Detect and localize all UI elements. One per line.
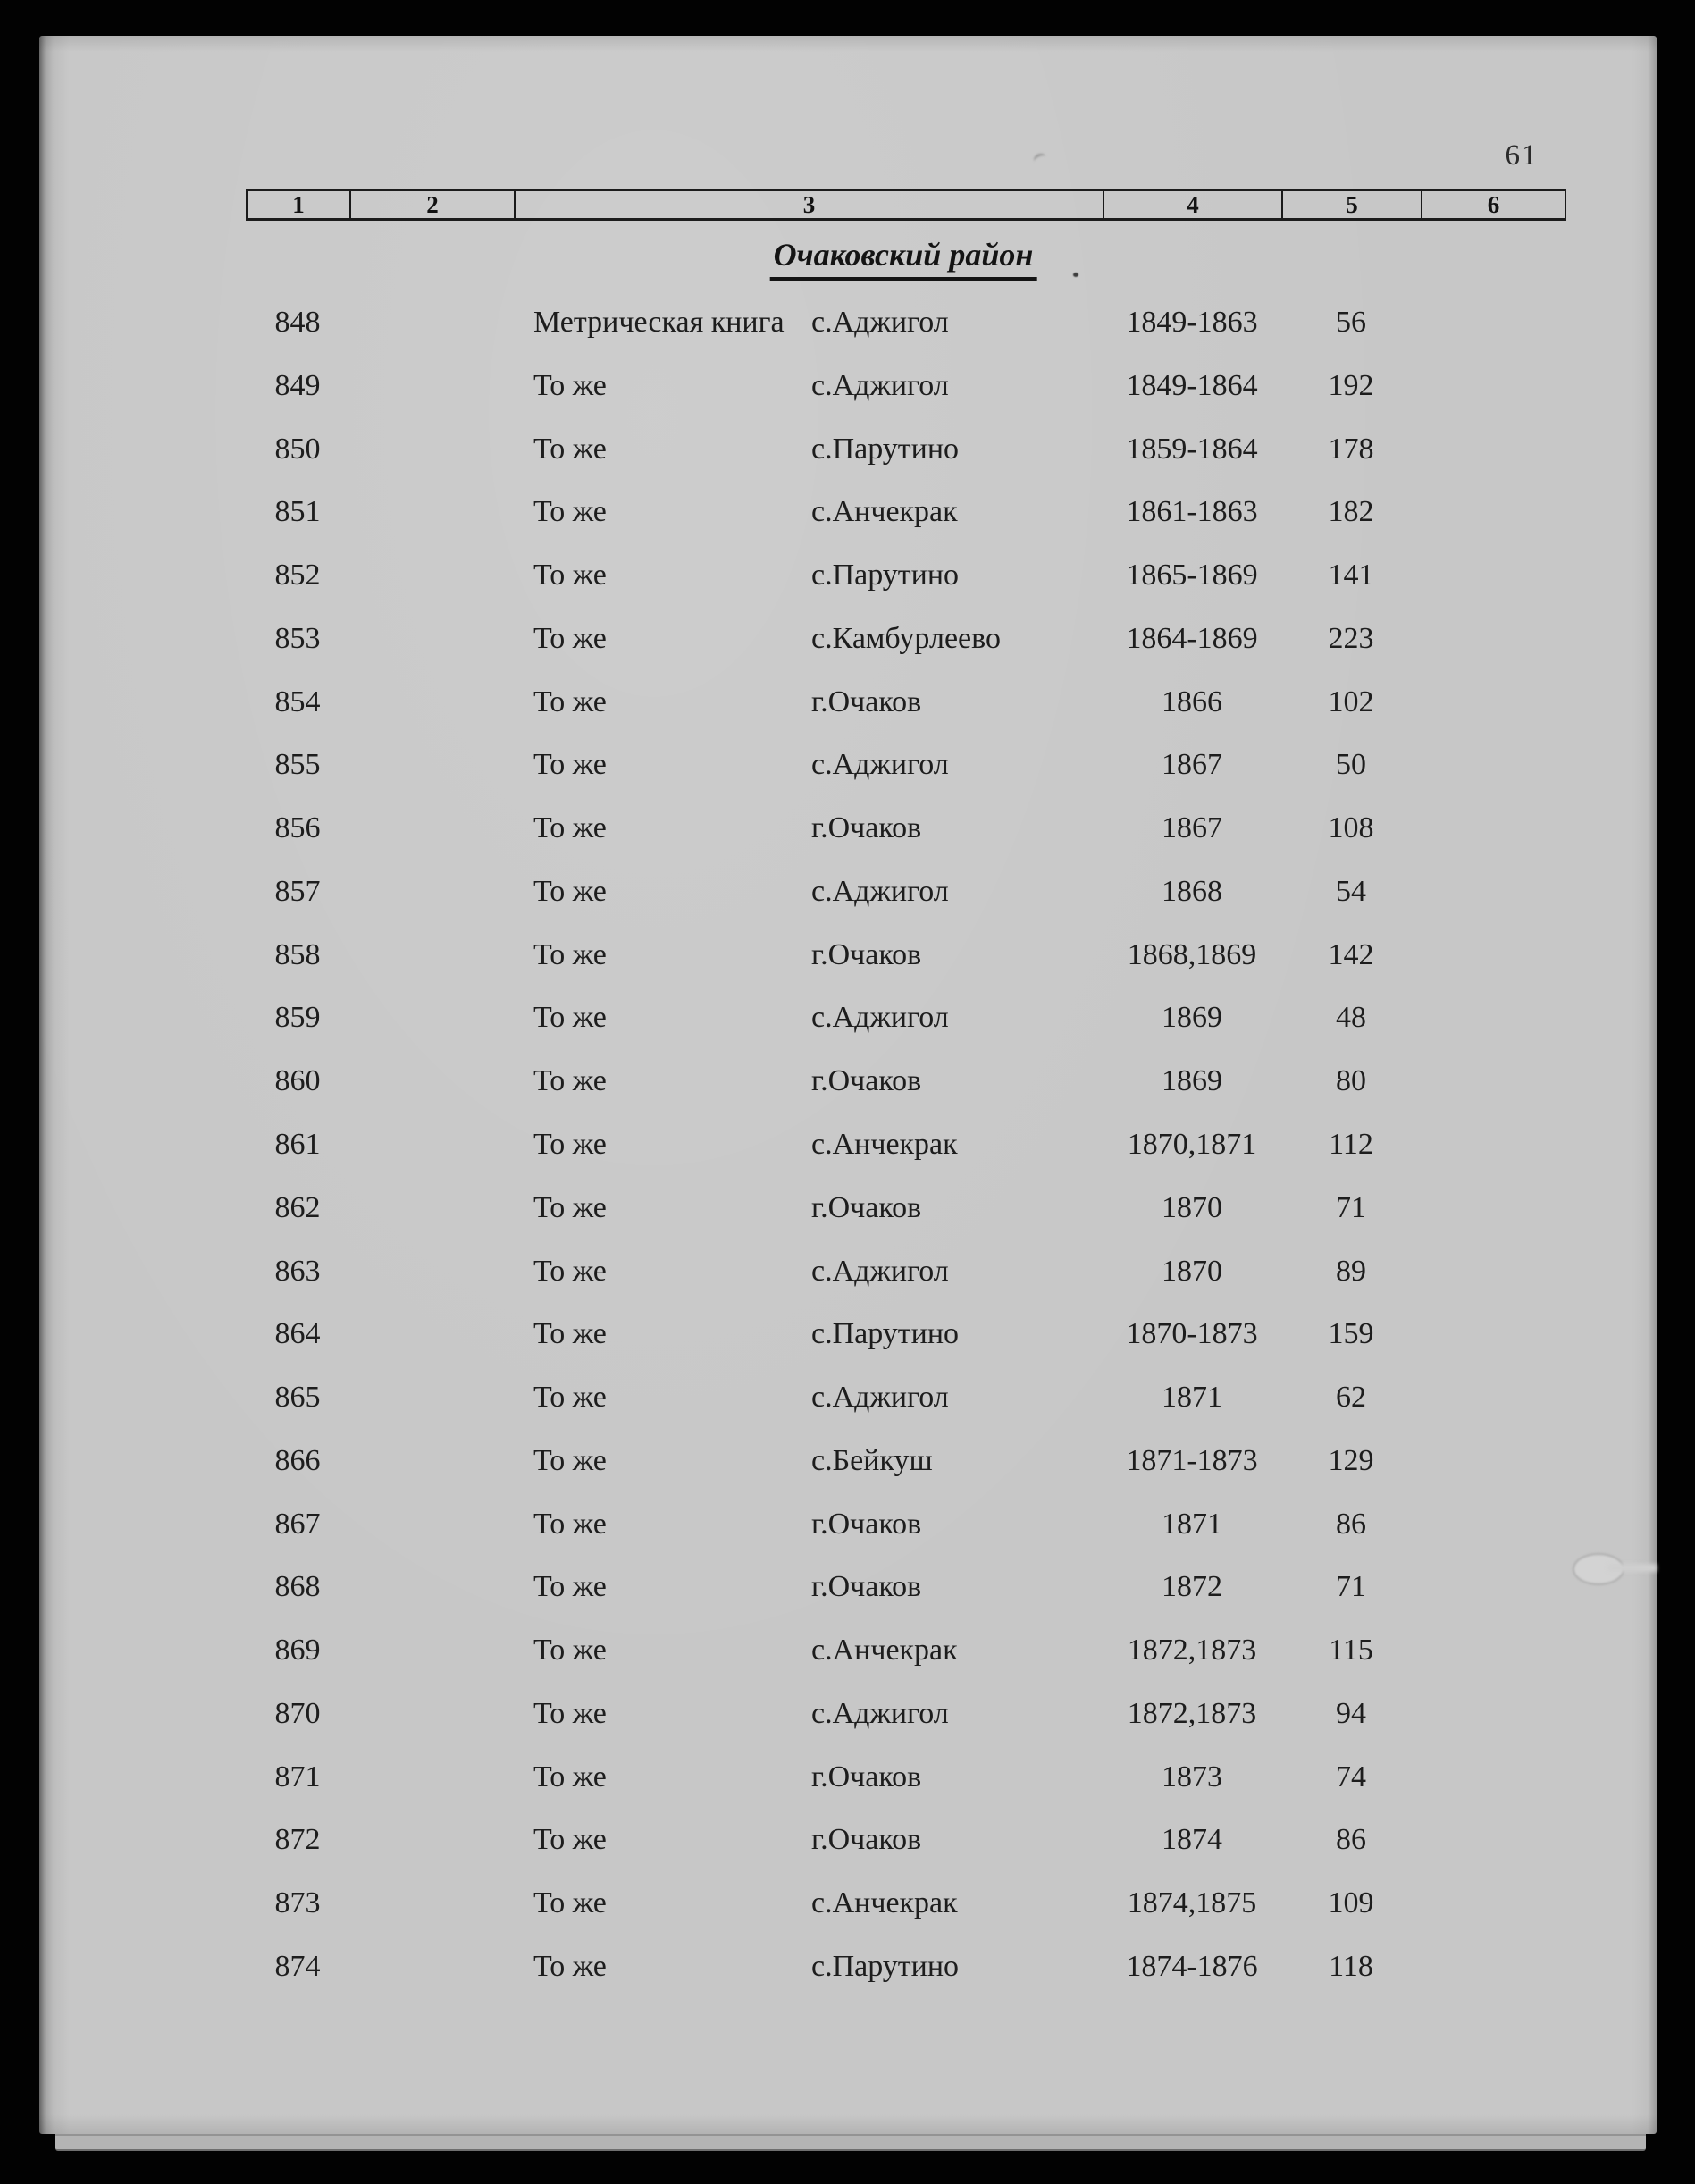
- description-cell: То же: [533, 1191, 607, 1224]
- place-cell: с.Аджигол: [811, 369, 949, 402]
- place-cell: г.Очаков: [811, 1823, 922, 1856]
- place-cell: с.Парутино: [811, 1317, 960, 1350]
- place-cell: г.Очаков: [811, 685, 922, 718]
- pages-cell: 129: [1328, 1444, 1374, 1477]
- table-row: [0, 937, 1695, 980]
- place-cell: г.Очаков: [811, 1570, 922, 1603]
- years-cell: 1867: [1162, 811, 1222, 844]
- years-cell: 1869: [1162, 1064, 1222, 1097]
- place-cell: с.Аджигол: [811, 748, 949, 781]
- years-cell: 1864-1869: [1126, 622, 1258, 655]
- years-cell: 1872,1873: [1127, 1634, 1257, 1667]
- table-row: [0, 685, 1695, 727]
- description-cell: То же: [533, 495, 607, 528]
- header-cell-5: 5: [1281, 191, 1421, 218]
- years-cell: 1871: [1162, 1381, 1222, 1414]
- row-number-cell: 861: [274, 1128, 321, 1161]
- table-row: [0, 811, 1695, 853]
- table-row: [0, 1949, 1695, 1992]
- pages-cell: 71: [1336, 1191, 1366, 1224]
- place-cell: с.Камбурлеево: [811, 622, 1001, 655]
- table-row: [0, 1507, 1695, 1550]
- pages-cell: 142: [1328, 938, 1374, 971]
- pages-cell: 102: [1328, 685, 1374, 718]
- table-row: [0, 305, 1695, 348]
- table-row: [0, 1190, 1695, 1233]
- row-number-cell: 874: [274, 1950, 321, 1983]
- description-cell: То же: [533, 685, 607, 718]
- table-row: [0, 747, 1695, 790]
- row-number-cell: 862: [274, 1191, 321, 1224]
- pages-cell: 108: [1328, 811, 1374, 844]
- description-cell: То же: [533, 1886, 607, 1919]
- pages-cell: 141: [1328, 559, 1374, 592]
- place-cell: с.Анчекрак: [811, 1128, 958, 1161]
- years-cell: 1870,1871: [1127, 1128, 1257, 1161]
- pages-cell: 94: [1336, 1697, 1366, 1730]
- years-cell: 1866: [1162, 685, 1222, 718]
- row-number-cell: 860: [274, 1064, 321, 1097]
- place-cell: г.Очаков: [811, 1191, 922, 1224]
- description-cell: То же: [533, 369, 607, 402]
- description-cell: То же: [533, 622, 607, 655]
- table-row: [0, 368, 1695, 411]
- row-number-cell: 850: [274, 433, 321, 466]
- table-row: [0, 1886, 1695, 1928]
- pages-cell: 56: [1336, 306, 1366, 339]
- years-cell: 1867: [1162, 748, 1222, 781]
- page-number: 61: [1505, 139, 1539, 172]
- pages-cell: 115: [1329, 1634, 1373, 1667]
- pages-cell: 112: [1329, 1128, 1373, 1161]
- pages-cell: 71: [1336, 1570, 1366, 1603]
- row-number-cell: 872: [274, 1823, 321, 1856]
- row-number-cell: 858: [274, 938, 321, 971]
- description-cell: Метрическая книга: [533, 306, 785, 339]
- years-cell: 1874: [1162, 1823, 1222, 1856]
- table-row: [0, 1633, 1695, 1676]
- ink-dot-artifact: [1073, 273, 1078, 277]
- place-cell: с.Аджигол: [811, 1255, 949, 1288]
- table-header: [246, 189, 1566, 221]
- row-number-cell: 855: [274, 748, 321, 781]
- place-cell: с.Парутино: [811, 559, 960, 592]
- years-cell: 1870-1873: [1126, 1317, 1258, 1350]
- row-number-cell: 853: [274, 622, 321, 655]
- table-row: [0, 1000, 1695, 1043]
- header-cell-1: 1: [246, 191, 349, 218]
- description-cell: То же: [533, 1697, 607, 1730]
- pages-cell: 50: [1336, 748, 1366, 781]
- table-row: [0, 1316, 1695, 1359]
- pages-cell: 54: [1336, 875, 1366, 908]
- pages-cell: 192: [1328, 369, 1374, 402]
- description-cell: То же: [533, 1255, 607, 1288]
- pages-cell: 182: [1328, 495, 1374, 528]
- row-number-cell: 868: [274, 1570, 321, 1603]
- place-cell: с.Анчекрак: [811, 1634, 958, 1667]
- table-row: [0, 1380, 1695, 1423]
- table-row: [0, 621, 1695, 664]
- pages-cell: 62: [1336, 1381, 1366, 1414]
- header-cell-6: 6: [1421, 191, 1566, 218]
- row-number-cell: 856: [274, 811, 321, 844]
- table-row: [0, 1443, 1695, 1486]
- place-cell: с.Бейкуш: [811, 1444, 933, 1477]
- pages-cell: 178: [1328, 433, 1374, 466]
- description-cell: То же: [533, 1444, 607, 1477]
- place-cell: г.Очаков: [811, 1508, 922, 1541]
- description-cell: То же: [533, 433, 607, 466]
- place-cell: с.Анчекрак: [811, 1886, 958, 1919]
- row-number-cell: 870: [274, 1697, 321, 1730]
- place-cell: с.Анчекрак: [811, 495, 958, 528]
- table-row: [0, 1760, 1695, 1802]
- row-number-cell: 869: [274, 1634, 321, 1667]
- row-number-cell: 851: [274, 495, 321, 528]
- table-row: [0, 432, 1695, 475]
- section-title: Очаковский район: [770, 236, 1037, 281]
- description-cell: То же: [533, 1317, 607, 1350]
- years-cell: 1849-1863: [1126, 306, 1258, 339]
- pages-cell: 118: [1329, 1950, 1373, 1983]
- table-row: [0, 1127, 1695, 1170]
- row-number-cell: 852: [274, 559, 321, 592]
- years-cell: 1873: [1162, 1760, 1222, 1793]
- description-cell: То же: [533, 559, 607, 592]
- years-cell: 1870: [1162, 1191, 1222, 1224]
- description-cell: То же: [533, 1064, 607, 1097]
- years-cell: 1869: [1162, 1001, 1222, 1034]
- row-number-cell: 871: [274, 1760, 321, 1793]
- header-cell-4: 4: [1103, 191, 1281, 218]
- description-cell: То же: [533, 938, 607, 971]
- table-row: [0, 1696, 1695, 1739]
- years-cell: 1874,1875: [1127, 1886, 1257, 1919]
- row-number-cell: 859: [274, 1001, 321, 1034]
- place-cell: г.Очаков: [811, 1064, 922, 1097]
- years-cell: 1872,1873: [1127, 1697, 1257, 1730]
- description-cell: То же: [533, 875, 607, 908]
- description-cell: То же: [533, 811, 607, 844]
- years-cell: 1872: [1162, 1570, 1222, 1603]
- table-row: [0, 1569, 1695, 1612]
- row-number-cell: 867: [274, 1508, 321, 1541]
- description-cell: То же: [533, 748, 607, 781]
- description-cell: То же: [533, 1381, 607, 1414]
- pages-cell: 80: [1336, 1064, 1366, 1097]
- place-cell: с.Аджигол: [811, 1001, 949, 1034]
- years-cell: 1861-1863: [1126, 495, 1258, 528]
- place-cell: г.Очаков: [811, 811, 922, 844]
- pages-cell: 74: [1336, 1760, 1366, 1793]
- table-row: [0, 874, 1695, 917]
- description-cell: То же: [533, 1760, 607, 1793]
- pages-cell: 86: [1336, 1508, 1366, 1541]
- place-cell: с.Аджигол: [811, 1381, 949, 1414]
- table-row: [0, 1822, 1695, 1865]
- place-cell: с.Аджигол: [811, 306, 949, 339]
- pages-cell: 86: [1336, 1823, 1366, 1856]
- row-number-cell: 848: [274, 306, 321, 339]
- years-cell: 1874-1876: [1126, 1950, 1258, 1983]
- years-cell: 1871-1873: [1126, 1444, 1258, 1477]
- years-cell: 1859-1864: [1126, 433, 1258, 466]
- place-cell: г.Очаков: [811, 938, 922, 971]
- place-cell: г.Очаков: [811, 1760, 922, 1793]
- header-cell-3: 3: [514, 191, 1103, 218]
- description-cell: То же: [533, 1001, 607, 1034]
- smudge-streak-artifact: [1608, 1564, 1657, 1572]
- pages-cell: 48: [1336, 1001, 1366, 1034]
- row-number-cell: 865: [274, 1381, 321, 1414]
- place-cell: с.Аджигол: [811, 875, 949, 908]
- description-cell: То же: [533, 1570, 607, 1603]
- description-cell: То же: [533, 1634, 607, 1667]
- table-row: [0, 494, 1695, 537]
- pages-cell: 223: [1328, 622, 1374, 655]
- description-cell: То же: [533, 1823, 607, 1856]
- pages-cell: 89: [1336, 1255, 1366, 1288]
- row-number-cell: 857: [274, 875, 321, 908]
- row-number-cell: 864: [274, 1317, 321, 1350]
- pages-cell: 109: [1328, 1886, 1374, 1919]
- underlying-page-edge: [55, 2134, 1646, 2151]
- header-cell-2: 2: [349, 191, 514, 218]
- place-cell: с.Аджигол: [811, 1697, 949, 1730]
- row-number-cell: 854: [274, 685, 321, 718]
- table-row: [0, 1063, 1695, 1106]
- years-cell: 1868,1869: [1127, 938, 1257, 971]
- description-cell: То же: [533, 1128, 607, 1161]
- years-cell: 1849-1864: [1126, 369, 1258, 402]
- years-cell: 1868: [1162, 875, 1222, 908]
- years-cell: 1870: [1162, 1255, 1222, 1288]
- row-number-cell: 873: [274, 1886, 321, 1919]
- description-cell: То же: [533, 1950, 607, 1983]
- description-cell: То же: [533, 1508, 607, 1541]
- table-row: [0, 558, 1695, 601]
- row-number-cell: 849: [274, 369, 321, 402]
- row-number-cell: 866: [274, 1444, 321, 1477]
- place-cell: с.Парутино: [811, 433, 960, 466]
- years-cell: 1871: [1162, 1508, 1222, 1541]
- row-number-cell: 863: [274, 1255, 321, 1288]
- place-cell: с.Парутино: [811, 1950, 960, 1983]
- pages-cell: 159: [1328, 1317, 1374, 1350]
- table-row: [0, 1254, 1695, 1297]
- years-cell: 1865-1869: [1126, 559, 1258, 592]
